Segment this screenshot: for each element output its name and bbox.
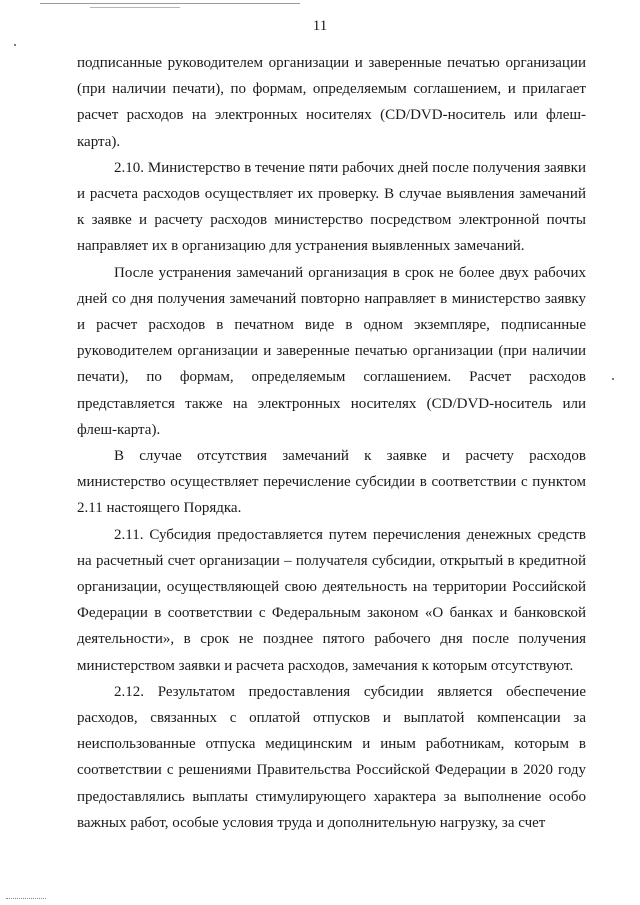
page-number: 11 [312,18,328,34]
scan-artifact-line [90,7,180,8]
scan-speck [14,44,16,46]
paragraph-after-corrections: После устранения замечаний организация в срок не более двух рабочих дней со дня получения замечаний повторно направляет в министерство заявку и расчет расходов в печатном виде в одном экземпляре, подписанные руководителем организации и заверенные печатью организации (при наличии печати), по формам, определяемым соглашением. Расчет расходов представляется также на электронных носителях (CD/DVD-носитель или флеш-карта). [77,264,586,438]
scan-artifact-line [40,3,300,4]
scan-speck [612,378,614,380]
paragraph-2-12: 2.12. Результатом предоставления субсидии является обеспечение расходов, связанных с оплатой отпусков и выплатой компенсации за неиспользованные отпуска медицинским и иным работникам, которым в соответствии с решениями Правительства Российской Федерации в 2020 году предоставлялись выплаты стимулирующего характера за выполнение особо важных работ, особые условия труда и дополнительную нагрузку, за счет [77,683,586,831]
paragraph-2-10: 2.10. Министерство в течение пяти рабочих дней после получения заявки и расчета расходов осуществляет их проверку. В случае выявления замечаний к заявке и расчету расходов министерство посредством электронной почты направляет их в организацию для устранения выявленных замечаний. [77,159,586,255]
document-body [77,50,586,836]
paragraph-no-remarks: В случае отсутствия замечаний к заявке и расчету расходов министерство осуществляет перечисление субсидии в соответствии с пунктом 2.11 настоящего Порядка. [77,448,586,517]
paragraph-continuation: подписанные руководителем организации и заверенные печатью организации (при наличии печати), по формам, определяемым соглашением, и прилагает расчет расходов на электронных носителях (CD/DVD-носитель или флеш-карта). [77,55,586,150]
scan-edge-dots [6,898,46,899]
paragraph-2-11: 2.11. Субсидия предоставляется путем перечисления денежных средств на расчетный счет организации – получателя субсидии, открытый в кредитной организации, осуществляющей свою деятельность на территории Российской Федерации в соответствии с Федеральным законом «О банках и банковской деятельности», в срок не позднее пятого рабочего дня после получения министерством заявки и расчета расходов, замечания к которым отсутствуют. [77,526,586,674]
